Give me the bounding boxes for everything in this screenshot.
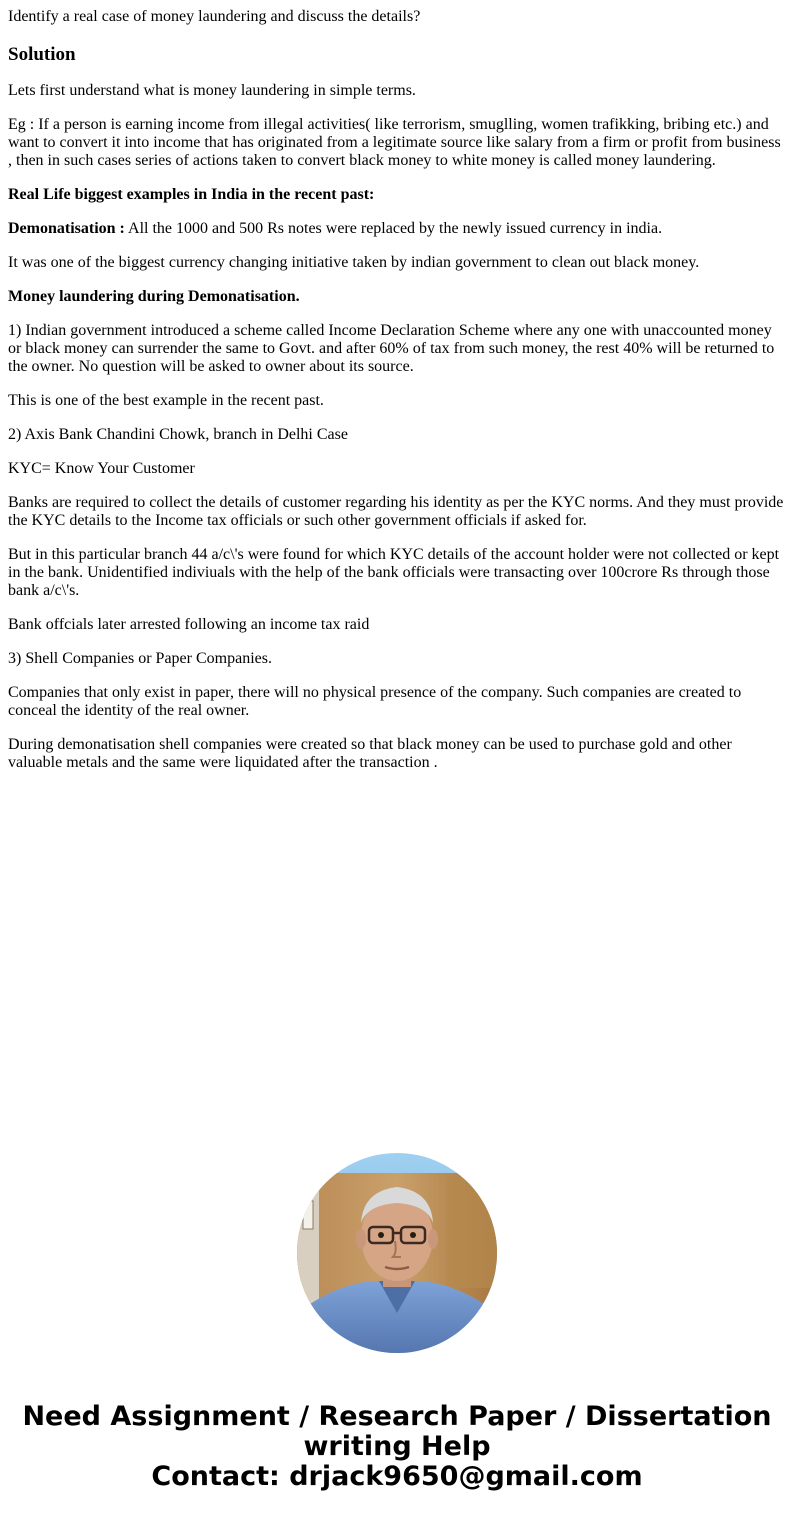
paragraph-case-3: 3) Shell Companies or Paper Companies. [8, 650, 272, 667]
document-body [8, 8, 786, 772]
paragraph-case-2: 2) Axis Bank Chandini Chowk, branch in Delhi Case [8, 426, 348, 443]
paragraph-kyc-norms: Banks are required to collect the details of customer regarding his identity as per the KYC norms. And they must provide the KYC details to the Income tax officials or such other government officials if asked for. [8, 494, 784, 529]
paragraph-example: Eg : If a person is earning income from illegal activities( like terrorism, smuglling, women trafikking, bribing etc.) and want to convert it into income that has originated from a legitimate source like salary from a firm or profit from business , then in such cases series of actions taken to convert black money to white money is called money laundering. [8, 116, 781, 169]
paragraph-currency-initiative: It was one of the biggest currency changing initiative taken by indian government to clean out black money. [8, 254, 700, 271]
paragraph-shell-definition: Companies that only exist in paper, there will no physical presence of the company. Such companies are created to conceal the identity of the real owner. [8, 684, 742, 719]
section-heading-real-life: Real Life biggest examples in India in the recent past: [8, 186, 375, 203]
section-heading-laundering: Money laundering during Demonatisation. [8, 288, 300, 305]
demonetisation-label: Demonatisation : [8, 220, 125, 237]
paragraph-kyc-definition: KYC= Know Your Customer [8, 460, 195, 477]
paragraph-arrest: Bank offcials later arrested following an income tax raid [8, 616, 370, 633]
paragraph-intro: Lets first understand what is money laundering in simple terms. [8, 82, 416, 99]
footer-banner [0, 1402, 794, 1492]
avatar-portrait-icon [297, 1153, 497, 1353]
paragraph-demonetisation [8, 220, 786, 238]
paragraph-shell-demonetisation: During demonatisation shell companies were created so that black money can be used to purchase gold and other valuable metals and the same were liquidated after the transaction . [8, 736, 732, 771]
avatar [297, 1153, 497, 1353]
demonetisation-text: All the 1000 and 500 Rs notes were replaced by the newly issued currency in india. [124, 220, 663, 237]
question-text: Identify a real case of money laundering and discuss the details? [8, 8, 421, 25]
paragraph-case-1: 1) Indian government introduced a scheme called Income Declaration Scheme where any one with unaccounted money or black money can surrender the same to Govt. and after 60% of tax from such money, the rest 40% will be returned to the owner. No question will be asked to owner about its source. [8, 322, 775, 375]
solution-heading: Solution [8, 44, 76, 65]
footer-contact: Contact: drjack9650@gmail.com [151, 1461, 643, 1492]
paragraph-best-example: This is one of the best example in the recent past. [8, 392, 324, 409]
footer-line-1: Need Assignment / Research Paper / Dissertation [22, 1401, 772, 1432]
paragraph-branch-details: But in this particular branch 44 a/c\'s were found for which KYC details of the account holder were not collected or kept in the bank. Unidentified indiviuals with the help of the bank officials were transacting over 100crore Rs through those bank a/c\'s. [8, 546, 780, 599]
footer-line-2: writing Help [303, 1431, 491, 1462]
